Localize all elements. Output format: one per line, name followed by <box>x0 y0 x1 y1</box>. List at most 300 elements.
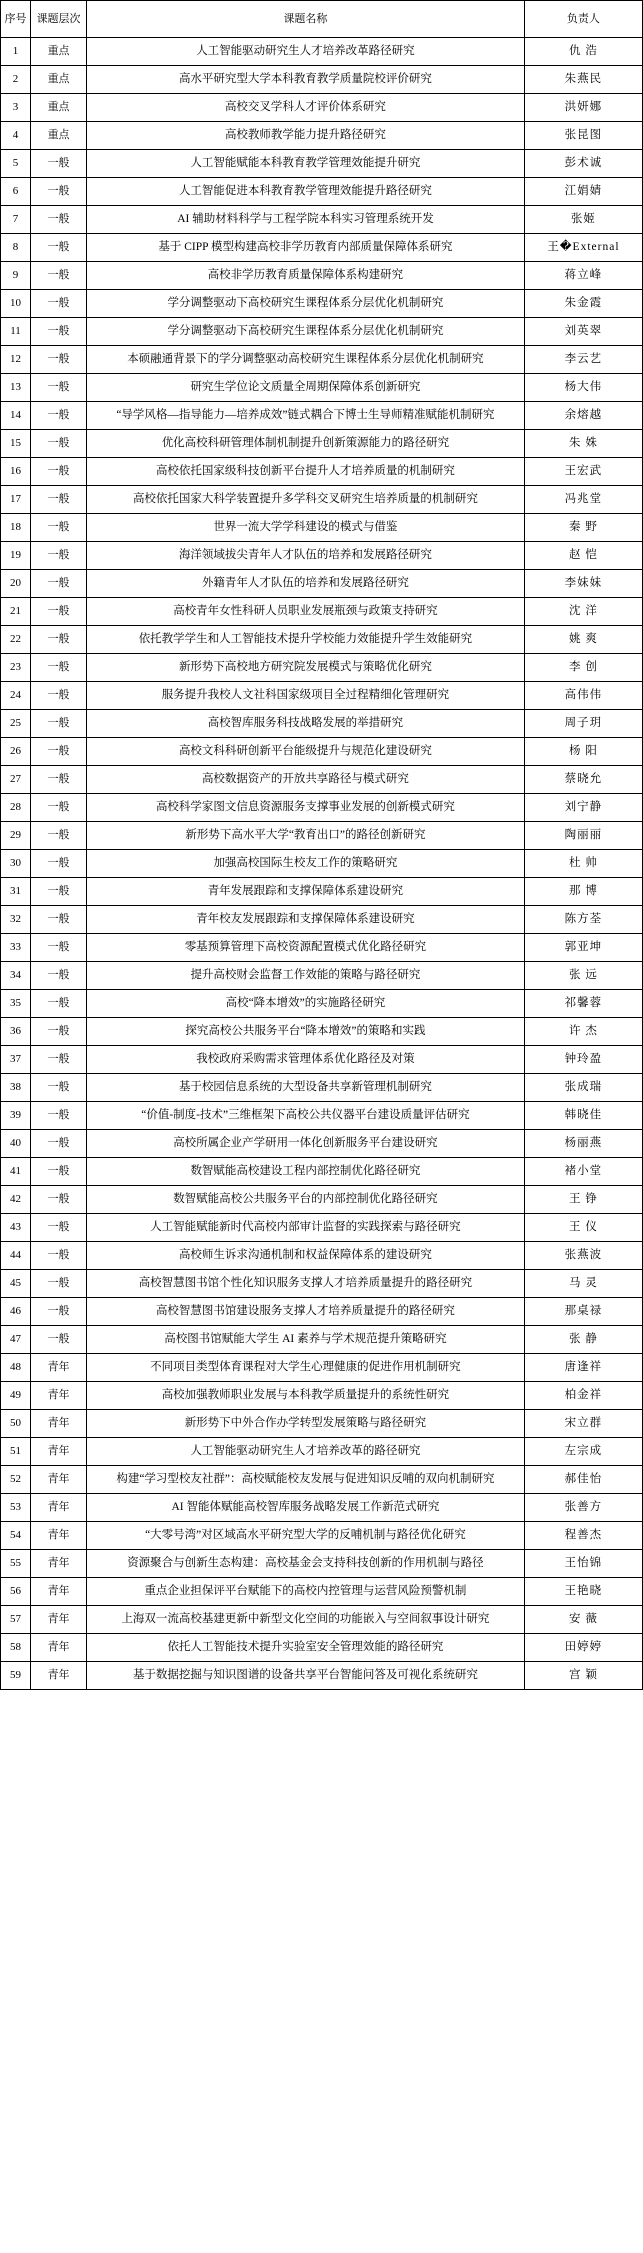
cell-person: 许 杰 <box>524 1018 642 1046</box>
cell-level: 一般 <box>31 878 87 906</box>
table-row <box>1 458 643 486</box>
table-row <box>1 150 643 178</box>
cell-title: 我校政府采购需求管理体系优化路径及对策 <box>87 1046 525 1074</box>
table-row <box>1 1662 643 1690</box>
cell-seq: 53 <box>1 1494 31 1522</box>
cell-title: 研究生学位论文质量全周期保障体系创新研究 <box>87 374 525 402</box>
cell-person: 祁馨蓉 <box>524 990 642 1018</box>
table-row <box>1 962 643 990</box>
table-row <box>1 766 643 794</box>
cell-seq: 46 <box>1 1298 31 1326</box>
cell-person: 李云艺 <box>524 346 642 374</box>
cell-person: 钟玲盈 <box>524 1046 642 1074</box>
cell-title: “导学风格—指导能力—培养成效”链式耦合下博士生导师精准赋能机制研究 <box>87 402 525 430</box>
cell-title: 提升高校财会监督工作效能的策略与路径研究 <box>87 962 525 990</box>
cell-title: 人工智能赋能新时代高校内部审计监督的实践探索与路径研究 <box>87 1214 525 1242</box>
cell-person: 韩晓佳 <box>524 1102 642 1130</box>
cell-level: 一般 <box>31 906 87 934</box>
table-row <box>1 486 643 514</box>
cell-level: 一般 <box>31 1186 87 1214</box>
cell-seq: 11 <box>1 318 31 346</box>
cell-level: 一般 <box>31 1074 87 1102</box>
table-row <box>1 1326 643 1354</box>
cell-level: 一般 <box>31 234 87 262</box>
column-header-seq: 序号 <box>1 1 31 38</box>
cell-title: 海洋领域拔尖青年人才队伍的培养和发展路径研究 <box>87 542 525 570</box>
table-row <box>1 1382 643 1410</box>
cell-level: 青年 <box>31 1522 87 1550</box>
cell-level: 一般 <box>31 318 87 346</box>
table-row <box>1 66 643 94</box>
table-row <box>1 346 643 374</box>
cell-seq: 10 <box>1 290 31 318</box>
table-row <box>1 598 643 626</box>
cell-title: 高校师生诉求沟通机制和权益保障体系的建设研究 <box>87 1242 525 1270</box>
cell-seq: 22 <box>1 626 31 654</box>
cell-person: 陈方荃 <box>524 906 642 934</box>
cell-level: 青年 <box>31 1494 87 1522</box>
cell-seq: 48 <box>1 1354 31 1382</box>
cell-title: 学分调整驱动下高校研究生课程体系分层优化机制研究 <box>87 290 525 318</box>
cell-level: 一般 <box>31 514 87 542</box>
cell-level: 一般 <box>31 486 87 514</box>
cell-seq: 19 <box>1 542 31 570</box>
cell-level: 青年 <box>31 1438 87 1466</box>
cell-title: 服务提升我校人文社科国家级项目全过程精细化管理研究 <box>87 682 525 710</box>
cell-person: 蒋立峰 <box>524 262 642 290</box>
cell-title: 重点企业担保评平台赋能下的高校内控管理与运营风险预警机制 <box>87 1578 525 1606</box>
table-row <box>1 234 643 262</box>
cell-seq: 38 <box>1 1074 31 1102</box>
table-row <box>1 654 643 682</box>
cell-person: 王 铮 <box>524 1186 642 1214</box>
table-row <box>1 794 643 822</box>
table-row <box>1 1494 643 1522</box>
cell-level: 一般 <box>31 178 87 206</box>
cell-seq: 12 <box>1 346 31 374</box>
table-row <box>1 682 643 710</box>
cell-person: 张姬 <box>524 206 642 234</box>
table-row <box>1 430 643 458</box>
cell-title: AI 辅助材料科学与工程学院本科实习管理系统开发 <box>87 206 525 234</box>
cell-person: 冯兆堂 <box>524 486 642 514</box>
table-row <box>1 1466 643 1494</box>
cell-person: 程善杰 <box>524 1522 642 1550</box>
cell-title: 数智赋能高校建设工程内部控制优化路径研究 <box>87 1158 525 1186</box>
cell-level: 一般 <box>31 262 87 290</box>
table-row <box>1 1018 643 1046</box>
cell-seq: 13 <box>1 374 31 402</box>
table-row <box>1 402 643 430</box>
table-row <box>1 1242 643 1270</box>
cell-seq: 9 <box>1 262 31 290</box>
table-body <box>1 38 643 1690</box>
table-row <box>1 542 643 570</box>
cell-title: 依托教学学生和人工智能技术提升学校能力效能提升学生效能研究 <box>87 626 525 654</box>
cell-title: 青年发展跟踪和支撑保障体系建设研究 <box>87 878 525 906</box>
cell-title: 高校科学家图文信息资源服务支撑事业发展的创新模式研究 <box>87 794 525 822</box>
cell-seq: 16 <box>1 458 31 486</box>
cell-level: 一般 <box>31 766 87 794</box>
cell-title: 基于校园信息系统的大型设备共享新管理机制研究 <box>87 1074 525 1102</box>
cell-seq: 45 <box>1 1270 31 1298</box>
cell-level: 一般 <box>31 1046 87 1074</box>
cell-level: 一般 <box>31 402 87 430</box>
cell-seq: 8 <box>1 234 31 262</box>
cell-level: 一般 <box>31 430 87 458</box>
cell-title: 高校智慧图书馆个性化知识服务支撑人才培养质量提升的路径研究 <box>87 1270 525 1298</box>
cell-person: 王艳晓 <box>524 1578 642 1606</box>
cell-seq: 36 <box>1 1018 31 1046</box>
cell-person: 郝佳怡 <box>524 1466 642 1494</box>
cell-seq: 32 <box>1 906 31 934</box>
cell-seq: 39 <box>1 1102 31 1130</box>
table-row <box>1 206 643 234</box>
cell-level: 一般 <box>31 738 87 766</box>
cell-title: 基于数据挖掘与知识图谱的设备共享平台智能问答及可视化系统研究 <box>87 1662 525 1690</box>
cell-seq: 14 <box>1 402 31 430</box>
cell-level: 一般 <box>31 374 87 402</box>
cell-person: 张善方 <box>524 1494 642 1522</box>
column-header-person: 负责人 <box>524 1 642 38</box>
table-row <box>1 990 643 1018</box>
cell-person: 朱金霞 <box>524 290 642 318</box>
cell-seq: 28 <box>1 794 31 822</box>
table-header <box>1 1 643 38</box>
cell-level: 重点 <box>31 66 87 94</box>
table-row <box>1 1354 643 1382</box>
table-row <box>1 850 643 878</box>
cell-person: 赵 恺 <box>524 542 642 570</box>
cell-person: 马 灵 <box>524 1270 642 1298</box>
cell-title: 新形势下高校地方研究院发展模式与策略优化研究 <box>87 654 525 682</box>
cell-title: 高校所属企业产学研用一体化创新服务平台建设研究 <box>87 1130 525 1158</box>
cell-person: 朱 姝 <box>524 430 642 458</box>
cell-seq: 29 <box>1 822 31 850</box>
table-header-row <box>1 1 643 38</box>
cell-title: 高校非学历教育质量保障体系构建研究 <box>87 262 525 290</box>
table-row <box>1 1410 643 1438</box>
cell-seq: 20 <box>1 570 31 598</box>
cell-level: 一般 <box>31 822 87 850</box>
table-row <box>1 626 643 654</box>
cell-person: 杨 阳 <box>524 738 642 766</box>
cell-level: 一般 <box>31 1102 87 1130</box>
cell-title: AI 智能体赋能高校智库服务战略发展工作新范式研究 <box>87 1494 525 1522</box>
cell-title: “大零号湾”对区域高水平研究型大学的反哺机制与路径优化研究 <box>87 1522 525 1550</box>
table-row <box>1 1214 643 1242</box>
table-row <box>1 1158 643 1186</box>
cell-level: 一般 <box>31 1158 87 1186</box>
cell-person: 周子玥 <box>524 710 642 738</box>
cell-level: 一般 <box>31 962 87 990</box>
column-header-level: 课题层次 <box>31 1 87 38</box>
cell-title: 外籍青年人才队伍的培养和发展路径研究 <box>87 570 525 598</box>
table-row <box>1 822 643 850</box>
cell-person: 刘英翠 <box>524 318 642 346</box>
cell-person: 那桌禄 <box>524 1298 642 1326</box>
cell-person: 左宗成 <box>524 1438 642 1466</box>
cell-level: 青年 <box>31 1606 87 1634</box>
table-row <box>1 122 643 150</box>
cell-level: 一般 <box>31 542 87 570</box>
cell-level: 一般 <box>31 1130 87 1158</box>
table-row <box>1 1522 643 1550</box>
cell-level: 一般 <box>31 934 87 962</box>
table-row <box>1 1130 643 1158</box>
cell-title: 数智赋能高校公共服务平台的内部控制优化路径研究 <box>87 1186 525 1214</box>
cell-title: 高水平研究型大学本科教育教学质量院校评价研究 <box>87 66 525 94</box>
cell-title: 上海双一流高校基建更新中新型文化空间的功能嵌入与空间叙事设计研究 <box>87 1606 525 1634</box>
cell-title: 资源聚合与创新生态构建：高校基金会支持科技创新的作用机制与路径 <box>87 1550 525 1578</box>
cell-seq: 42 <box>1 1186 31 1214</box>
cell-person: 王 仪 <box>524 1214 642 1242</box>
cell-title: 学分调整驱动下高校研究生课程体系分层优化机制研究 <box>87 318 525 346</box>
cell-person: 宋立群 <box>524 1410 642 1438</box>
cell-seq: 25 <box>1 710 31 738</box>
table-row <box>1 710 643 738</box>
cell-person: 李 创 <box>524 654 642 682</box>
cell-person: 张 静 <box>524 1326 642 1354</box>
cell-person: 张 远 <box>524 962 642 990</box>
cell-person: 姚 爽 <box>524 626 642 654</box>
table-row <box>1 1298 643 1326</box>
table-row <box>1 514 643 542</box>
table-row <box>1 1578 643 1606</box>
cell-person: 余熔越 <box>524 402 642 430</box>
cell-title: 高校图书馆赋能大学生 AI 素养与学术规范提升策略研究 <box>87 1326 525 1354</box>
table-row <box>1 1102 643 1130</box>
cell-level: 重点 <box>31 94 87 122</box>
cell-person: 高伟伟 <box>524 682 642 710</box>
cell-level: 青年 <box>31 1578 87 1606</box>
cell-person: 王怡锦 <box>524 1550 642 1578</box>
cell-person: 秦 野 <box>524 514 642 542</box>
cell-seq: 59 <box>1 1662 31 1690</box>
cell-title: 高校依托国家大科学装置提升多学科交叉研究生培养质量的机制研究 <box>87 486 525 514</box>
cell-seq: 52 <box>1 1466 31 1494</box>
cell-level: 一般 <box>31 794 87 822</box>
cell-seq: 2 <box>1 66 31 94</box>
cell-level: 一般 <box>31 206 87 234</box>
cell-title: 本硕融通背景下的学分调整驱动高校研究生课程体系分层优化机制研究 <box>87 346 525 374</box>
cell-title: 高校“降本增效”的实施路径研究 <box>87 990 525 1018</box>
cell-person: 杨丽燕 <box>524 1130 642 1158</box>
cell-person: 安 薇 <box>524 1606 642 1634</box>
cell-person: 张燕波 <box>524 1242 642 1270</box>
cell-person: 沈 洋 <box>524 598 642 626</box>
cell-level: 一般 <box>31 346 87 374</box>
cell-seq: 44 <box>1 1242 31 1270</box>
cell-level: 重点 <box>31 122 87 150</box>
cell-title: 高校智库服务科技战略发展的举措研究 <box>87 710 525 738</box>
cell-person: 陶丽丽 <box>524 822 642 850</box>
cell-title: 优化高校科研管理体制机制提升创新策源能力的路径研究 <box>87 430 525 458</box>
cell-person: 柏金祥 <box>524 1382 642 1410</box>
cell-title: 高校依托国家级科技创新平台提升人才培养质量的机制研究 <box>87 458 525 486</box>
cell-seq: 33 <box>1 934 31 962</box>
cell-level: 青年 <box>31 1410 87 1438</box>
cell-level: 一般 <box>31 1298 87 1326</box>
cell-level: 一般 <box>31 1242 87 1270</box>
cell-level: 一般 <box>31 990 87 1018</box>
cell-seq: 57 <box>1 1606 31 1634</box>
cell-seq: 30 <box>1 850 31 878</box>
table-row <box>1 570 643 598</box>
cell-seq: 54 <box>1 1522 31 1550</box>
cell-level: 一般 <box>31 570 87 598</box>
cell-seq: 5 <box>1 150 31 178</box>
cell-title: 探究高校公共服务平台“降本增效”的策略和实践 <box>87 1018 525 1046</box>
cell-seq: 4 <box>1 122 31 150</box>
cell-title: 高校文科科研创新平台能级提升与规范化建设研究 <box>87 738 525 766</box>
cell-title: 新形势下高水平大学“教育出口”的路径创新研究 <box>87 822 525 850</box>
cell-person: 那 博 <box>524 878 642 906</box>
cell-seq: 27 <box>1 766 31 794</box>
table-row <box>1 178 643 206</box>
cell-person: 王�External <box>524 234 642 262</box>
cell-seq: 21 <box>1 598 31 626</box>
cell-person: 李妹妹 <box>524 570 642 598</box>
cell-person: 杜 帅 <box>524 850 642 878</box>
table-row <box>1 290 643 318</box>
cell-person: 褚小堂 <box>524 1158 642 1186</box>
cell-title: 依托人工智能技术提升实验室安全管理效能的路径研究 <box>87 1634 525 1662</box>
table-row <box>1 1606 643 1634</box>
cell-seq: 23 <box>1 654 31 682</box>
cell-person: 王宏武 <box>524 458 642 486</box>
cell-seq: 3 <box>1 94 31 122</box>
cell-seq: 6 <box>1 178 31 206</box>
table-row <box>1 262 643 290</box>
table-row <box>1 934 643 962</box>
cell-seq: 7 <box>1 206 31 234</box>
cell-title: 高校加强教师职业发展与本科教学质量提升的系统性研究 <box>87 1382 525 1410</box>
cell-seq: 58 <box>1 1634 31 1662</box>
cell-level: 青年 <box>31 1662 87 1690</box>
cell-level: 一般 <box>31 290 87 318</box>
cell-title: 零基预算管理下高校资源配置模式优化路径研究 <box>87 934 525 962</box>
cell-seq: 50 <box>1 1410 31 1438</box>
table-row <box>1 318 643 346</box>
cell-level: 一般 <box>31 1018 87 1046</box>
cell-person: 张成瑞 <box>524 1074 642 1102</box>
cell-level: 青年 <box>31 1382 87 1410</box>
cell-level: 一般 <box>31 626 87 654</box>
cell-title: 不同项目类型体育课程对大学生心理健康的促进作用机制研究 <box>87 1354 525 1382</box>
table-row <box>1 1270 643 1298</box>
cell-seq: 47 <box>1 1326 31 1354</box>
cell-person: 彭术诚 <box>524 150 642 178</box>
table-row <box>1 1550 643 1578</box>
cell-level: 一般 <box>31 150 87 178</box>
table-row <box>1 1046 643 1074</box>
cell-person: 江娟婧 <box>524 178 642 206</box>
cell-seq: 18 <box>1 514 31 542</box>
cell-level: 青年 <box>31 1466 87 1494</box>
table-row <box>1 1074 643 1102</box>
cell-seq: 17 <box>1 486 31 514</box>
table-row <box>1 1634 643 1662</box>
table-row <box>1 1438 643 1466</box>
cell-title: 高校交叉学科人才评价体系研究 <box>87 94 525 122</box>
cell-seq: 26 <box>1 738 31 766</box>
cell-seq: 37 <box>1 1046 31 1074</box>
cell-level: 一般 <box>31 458 87 486</box>
cell-person: 郭亚坤 <box>524 934 642 962</box>
cell-seq: 41 <box>1 1158 31 1186</box>
cell-seq: 1 <box>1 38 31 66</box>
cell-level: 青年 <box>31 1354 87 1382</box>
cell-level: 青年 <box>31 1550 87 1578</box>
cell-seq: 35 <box>1 990 31 1018</box>
cell-person: 宫 颖 <box>524 1662 642 1690</box>
cell-level: 重点 <box>31 38 87 66</box>
table-row <box>1 94 643 122</box>
cell-person: 张昆图 <box>524 122 642 150</box>
cell-seq: 49 <box>1 1382 31 1410</box>
table-row <box>1 38 643 66</box>
table-row <box>1 878 643 906</box>
cell-level: 一般 <box>31 598 87 626</box>
table-row <box>1 1186 643 1214</box>
cell-title: 人工智能促进本科教育教学管理效能提升路径研究 <box>87 178 525 206</box>
cell-level: 一般 <box>31 1326 87 1354</box>
cell-title: 高校教师教学能力提升路径研究 <box>87 122 525 150</box>
cell-person: 仇 浩 <box>524 38 642 66</box>
cell-seq: 40 <box>1 1130 31 1158</box>
cell-title: “价值-制度-技术”三维框架下高校公共仪器平台建设质量评估研究 <box>87 1102 525 1130</box>
cell-title: 基于 CIPP 模型构建高校非学历教育内部质量保障体系研究 <box>87 234 525 262</box>
cell-level: 一般 <box>31 1214 87 1242</box>
cell-seq: 55 <box>1 1550 31 1578</box>
table-row <box>1 738 643 766</box>
cell-level: 一般 <box>31 654 87 682</box>
cell-seq: 51 <box>1 1438 31 1466</box>
cell-person: 杨大伟 <box>524 374 642 402</box>
cell-level: 一般 <box>31 682 87 710</box>
cell-title: 世界一流大学学科建设的模式与借鉴 <box>87 514 525 542</box>
cell-person: 洪妍娜 <box>524 94 642 122</box>
cell-level: 青年 <box>31 1634 87 1662</box>
cell-title: 新形势下中外合作办学转型发展策略与路径研究 <box>87 1410 525 1438</box>
table-row <box>1 906 643 934</box>
cell-seq: 43 <box>1 1214 31 1242</box>
cell-title: 高校智慧图书馆建设服务支撑人才培养质量提升的路径研究 <box>87 1298 525 1326</box>
column-header-title: 课题名称 <box>87 1 525 38</box>
cell-seq: 56 <box>1 1578 31 1606</box>
cell-title: 人工智能驱动研究生人才培养改革的路径研究 <box>87 1438 525 1466</box>
cell-title: 构建“学习型校友社群”：高校赋能校友发展与促进知识反哺的双向机制研究 <box>87 1466 525 1494</box>
cell-level: 一般 <box>31 1270 87 1298</box>
cell-title: 人工智能赋能本科教育教学管理效能提升研究 <box>87 150 525 178</box>
table-row <box>1 374 643 402</box>
cell-person: 唐逢祥 <box>524 1354 642 1382</box>
cell-title: 加强高校国际生校友工作的策略研究 <box>87 850 525 878</box>
cell-seq: 31 <box>1 878 31 906</box>
cell-level: 一般 <box>31 850 87 878</box>
cell-seq: 24 <box>1 682 31 710</box>
cell-seq: 15 <box>1 430 31 458</box>
cell-title: 人工智能驱动研究生人才培养改革路径研究 <box>87 38 525 66</box>
cell-seq: 34 <box>1 962 31 990</box>
cell-person: 田婷婷 <box>524 1634 642 1662</box>
cell-person: 朱燕民 <box>524 66 642 94</box>
cell-title: 青年校友发展跟踪和支撑保障体系建设研究 <box>87 906 525 934</box>
cell-level: 一般 <box>31 710 87 738</box>
cell-person: 刘宁静 <box>524 794 642 822</box>
cell-title: 高校青年女性科研人员职业发展瓶颈与政策支持研究 <box>87 598 525 626</box>
